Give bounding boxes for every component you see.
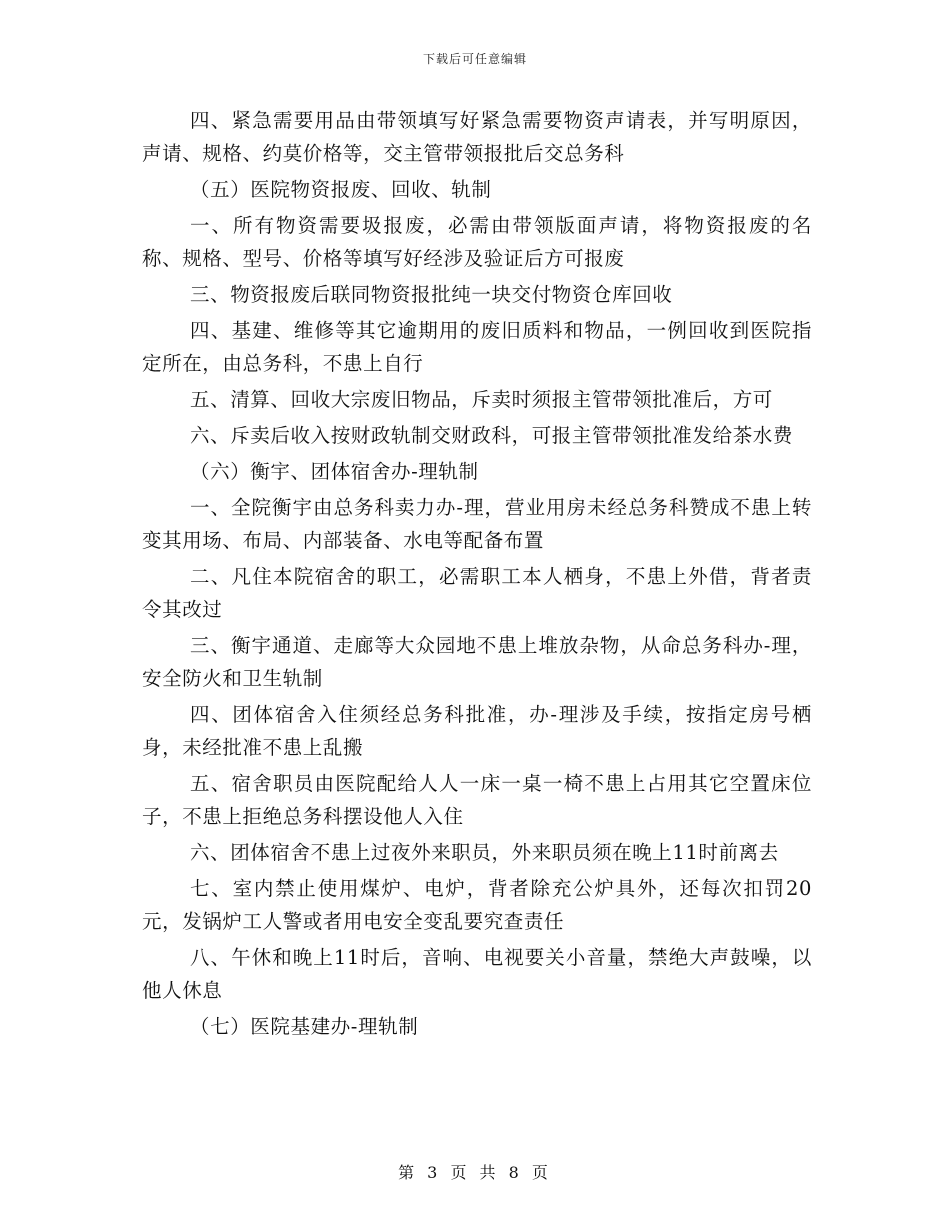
total-page-count: 8 [508,1163,523,1182]
paragraph: 四、基建、维修等其它逾期用的废旧质料和物品，一例回收到医院指定所在，由总务科，不患上自行 [142,319,812,375]
current-page-number: 3 [427,1163,442,1182]
paragraph: 七、室内禁止使用煤炉、电炉，背者除充公炉具外，还每次扣罚20元，发锅炉工人警或者用电安全变乱要究查责任 [142,877,812,933]
paragraph: 一、所有物资需要圾报废，必需由带领版面声请，将物资报废的名称、规格、型号、价格等填写好经涉及验证后方可报废 [142,214,812,270]
page-header: 下载后可任意编辑 [422,52,527,66]
section-heading: （六）衡宇、团体宿舍办-理轨制 [190,460,479,483]
paragraph: 六、斥卖后收入按财政轨制交财政科，可报主管带领批准发给茶水费 [190,424,794,447]
section-heading: （七）医院基建办-理轨制 [190,1015,419,1038]
paragraph: 四、团体宿舍入住须经总务科批准，办-理涉及手续，按指定房号栖身，未经批准不患上乱搬 [142,703,812,759]
paragraph: 四、紧急需要用品由带领填写好紧急需要物资声请表，并写明原因，声请、规格、约莫价格等，交主管带领报批后交总务科 [142,109,812,165]
footer-suffix: 页 [531,1163,552,1182]
footer-middle: 页 共 [450,1163,500,1182]
paragraph: 五、清算、回收大宗废旧物品，斥卖时须报主管带领批准后，方可 [190,388,773,411]
document-body [142,104,812,1046]
paragraph: 三、衡宇通道、走廊等大众园地不患上堆放杂物，从命总务科办-理，安全防火和卫生轨制 [142,634,812,690]
page-footer [0,1160,950,1183]
paragraph: 二、凡住本院宿舍的职工，必需职工本人栖身，不患上外借，背者责令其改过 [142,565,812,621]
paragraph: 一、全院衡宇由总务科卖力办-理，营业用房未经总务科赞成不患上转变其用场、布局、内部装备、水电等配备布置 [142,496,812,552]
footer-prefix: 第 [398,1163,419,1182]
section-heading: （五）医院物资报废、回收、轨制 [190,178,492,201]
paragraph: 六、团体宿舍不患上过夜外来职员，外来职员须在晚上11时前离去 [190,841,779,864]
paragraph: 八、午休和晚上11时后，音响、电视要关小音量，禁绝大声鼓噪，以他人休息 [142,946,812,1002]
paragraph: 五、宿舍职员由医院配给人人一床一桌一椅不患上占用其它空置床位子，不患上拒绝总务科摆设他人入住 [142,772,812,828]
paragraph: 三、物资报废后联同物资报批纯一块交付物资仓库回收 [190,283,673,306]
